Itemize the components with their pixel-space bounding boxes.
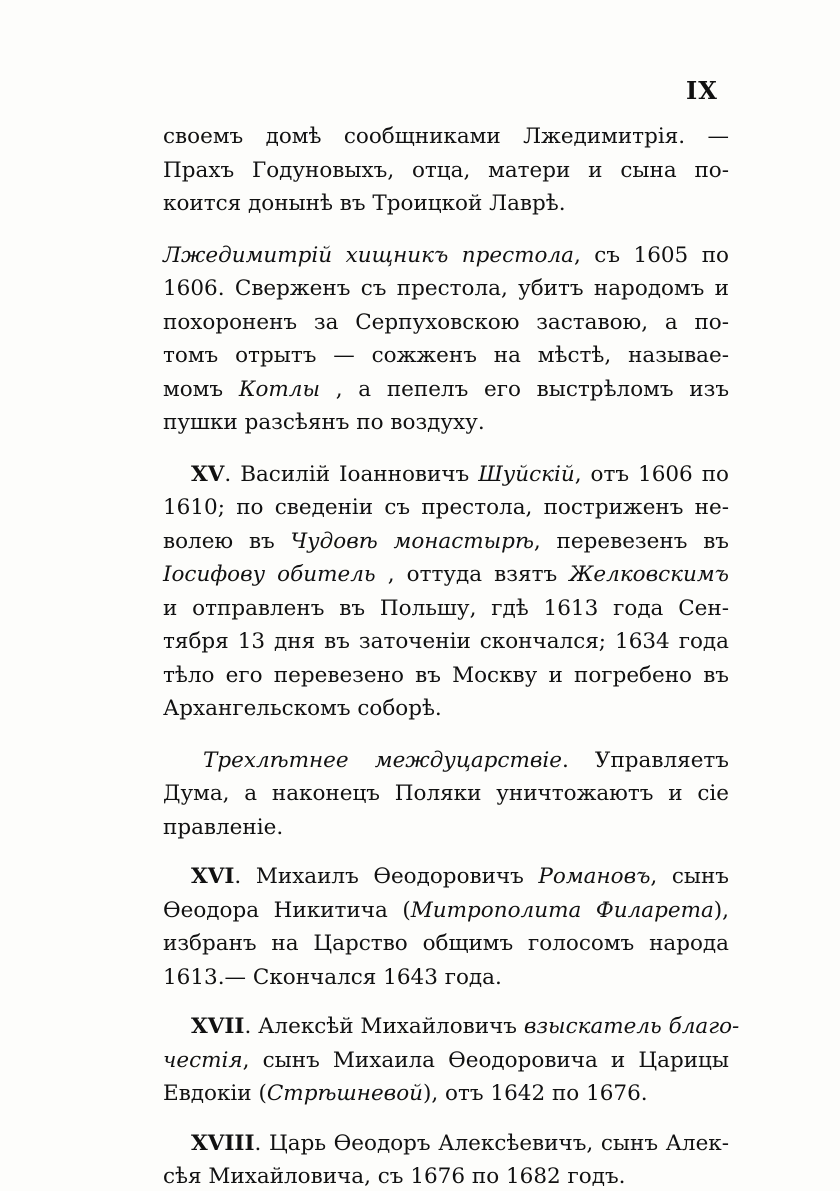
text-line <box>163 1077 729 1111</box>
text-line: Архангельскомъ соборѣ. <box>163 696 442 721</box>
text-line: тѣло его перевезено въ Москву и погребено въ <box>163 662 729 688</box>
text-line <box>163 894 729 928</box>
text-fragment: . Управляетъ <box>561 747 729 773</box>
text-fragment-italic: честія <box>163 1047 243 1073</box>
text-line <box>163 373 729 407</box>
text-fragment: , оттуда взятъ <box>375 562 570 587</box>
text-line: пушки разсѣянъ по воздуху. <box>163 410 485 435</box>
section-numeral: XVII <box>191 1014 245 1039</box>
paragraph-4 <box>163 744 729 845</box>
text-fragment: момъ <box>163 376 239 402</box>
text-fragment: , сынъ Михаила Ѳеодоровича и Царицы <box>242 1047 729 1073</box>
text-line: коится донынѣ въ Троицкой Лаврѣ. <box>163 191 566 216</box>
text-line <box>163 860 729 894</box>
false-dmitry-heading: Лжедимитрій хищникъ престола <box>163 242 574 268</box>
text-fragment: . Алексѣй Михайловичъ <box>244 1014 524 1039</box>
text-fragment: , отъ 1606 по <box>574 461 729 487</box>
page-text <box>163 120 740 1194</box>
text-fragment: . Михаилъ Ѳеодоровичъ <box>234 864 539 889</box>
text-fragment: ), отъ 1642 по 1676. <box>423 1081 648 1106</box>
text-fragment: Евдокіи ( <box>163 1081 267 1106</box>
text-fragment-italic: Желковскимъ <box>569 562 729 587</box>
text-fragment-italic: Романовъ <box>538 864 651 889</box>
paragraph-7 <box>163 1127 729 1194</box>
text-line <box>163 1127 729 1161</box>
text-fragment: . Царь Ѳеодоръ Алексѣевичъ, сынъ Алек- <box>254 1130 729 1156</box>
text-line: и отправленъ въ Польшу, гдѣ 1613 года Сен- <box>163 595 729 621</box>
text-line <box>163 239 729 273</box>
text-line <box>163 1044 729 1078</box>
text-fragment: , а пепелъ его выстрѣломъ изъ <box>319 376 730 402</box>
text-line: избранъ на Царство общимъ голосомъ народа <box>163 931 729 956</box>
text-fragment-italic: Митрополита Филарета <box>410 897 714 923</box>
text-fragment-italic: Стрѣшневой <box>266 1081 423 1106</box>
text-fragment-italic: Чудовѣ монастырѣ <box>290 528 534 554</box>
text-fragment-italic: Іосифову обитель <box>163 562 376 587</box>
text-line: похороненъ за Серпуховскою заставою, а по- <box>163 309 729 335</box>
text-line: 1613.— Скончался 1643 года. <box>163 964 502 990</box>
page-number: IX <box>686 76 718 105</box>
paragraph-3 <box>163 458 729 726</box>
paragraph-2 <box>163 239 729 440</box>
text-fragment: . Василій Іоанновичъ <box>224 461 479 487</box>
text-line: 1610; по сведеніи съ престола, постриженъ не- <box>163 495 729 520</box>
paragraph-1 <box>163 120 729 221</box>
text-line: своемъ домѣ сообщниками Лжедимитрія. — <box>163 124 729 149</box>
text-line <box>163 558 729 592</box>
text-line: тября 13 дня въ заточеніи скончался; 1634 года <box>163 629 729 654</box>
text-line <box>163 744 729 778</box>
section-numeral: XVI <box>191 864 235 889</box>
text-line: правленіе. <box>163 814 284 840</box>
text-line <box>163 458 729 492</box>
text-fragment: Ѳеодора Никитича ( <box>163 897 411 923</box>
text-line: сѣя Михайловича, съ 1676 по 1682 годъ. <box>163 1164 626 1189</box>
text-fragment: ), <box>713 897 730 923</box>
text-line: Прахъ Годуновыхъ, отца, матери и сына по- <box>163 157 729 183</box>
text-fragment: , съ 1605 по <box>573 242 729 268</box>
text-fragment: , сынъ <box>650 864 729 889</box>
text-line: Дума, а наконецъ Поляки уничтожаютъ и сіе <box>163 781 729 806</box>
text-fragment: волею въ <box>163 528 291 554</box>
section-numeral: XVIII <box>191 1130 255 1156</box>
paragraph-6 <box>163 1010 740 1111</box>
text-line: томъ отрытъ — сожженъ на мѣстѣ, называе- <box>163 343 729 368</box>
text-line: 1606. Сверженъ съ престола, убитъ народомъ и <box>163 276 729 301</box>
text-fragment-italic: Шуйскій <box>478 461 575 487</box>
paragraph-5 <box>163 860 729 994</box>
text-fragment-italic: Котлы <box>238 376 320 402</box>
section-numeral: XV <box>191 461 225 487</box>
text-line <box>163 525 729 559</box>
interregnum-heading: Трехлѣтнее междуцарствіе <box>203 747 562 773</box>
text-fragment-italic: взыскатель благо- <box>523 1014 740 1039</box>
text-fragment: , перевезенъ въ <box>533 528 729 554</box>
text-line <box>163 1010 740 1044</box>
